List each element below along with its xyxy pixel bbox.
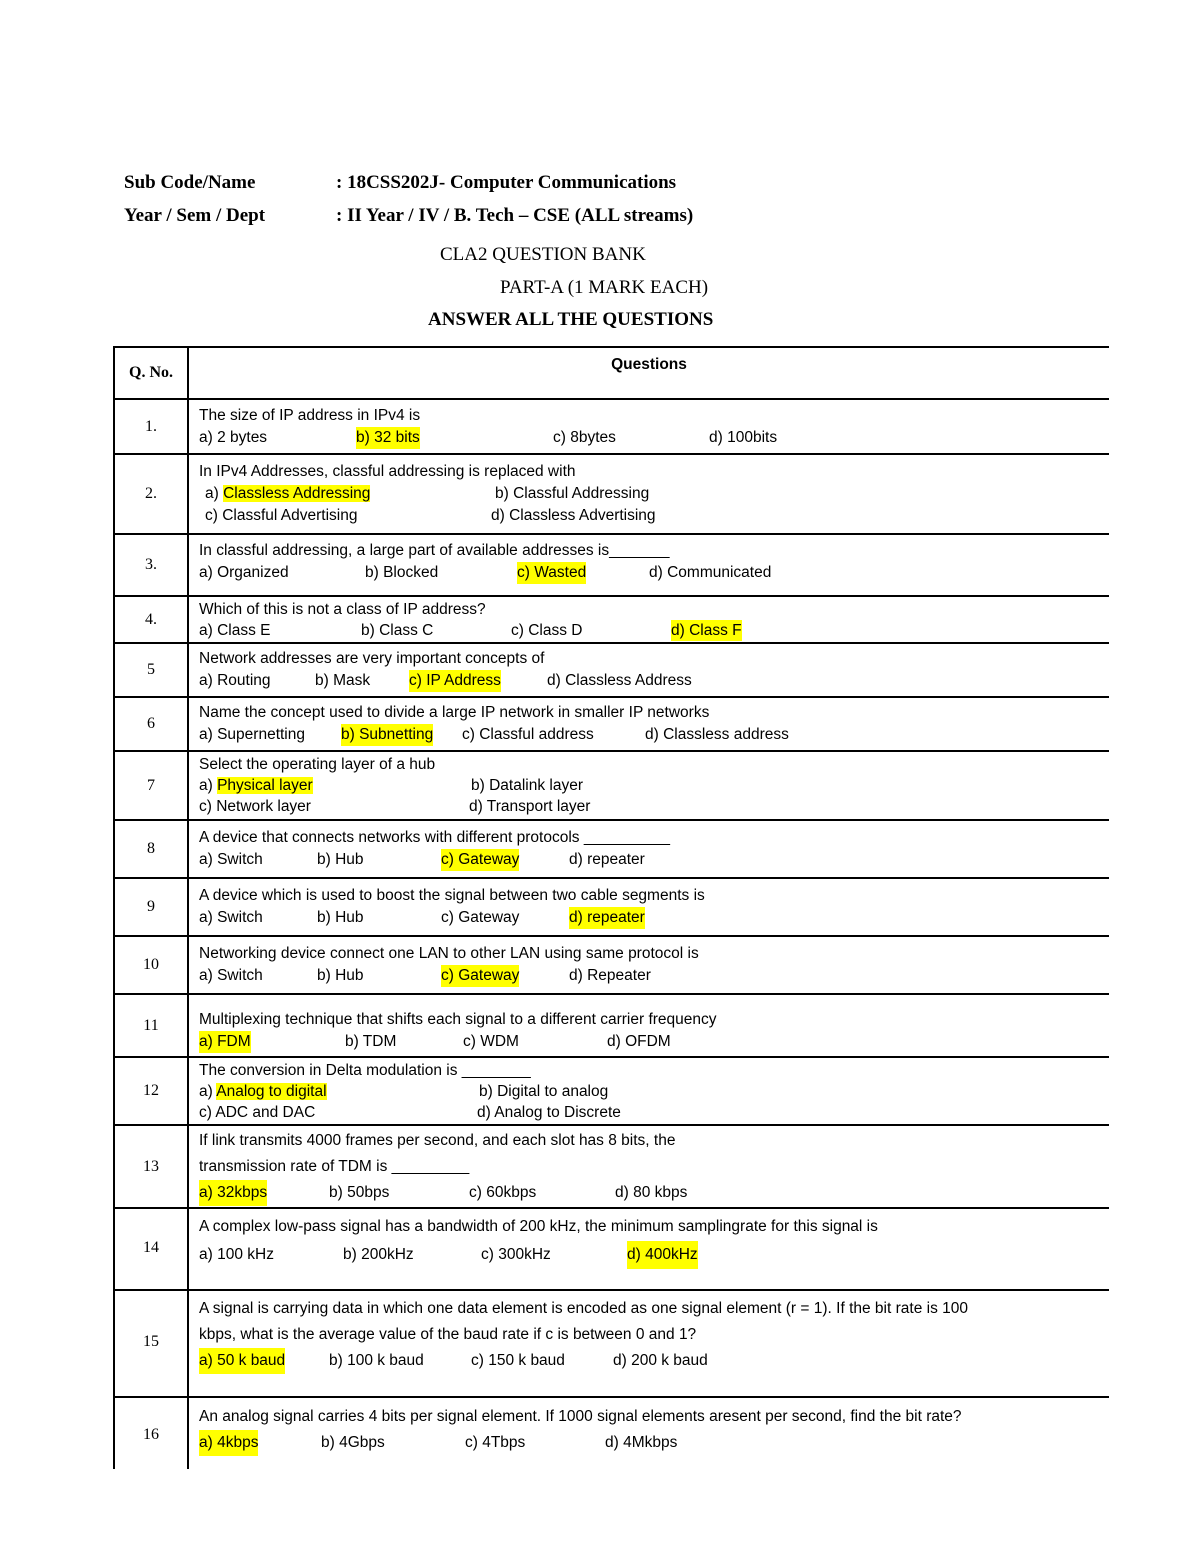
year-row	[124, 205, 693, 227]
question-number: 5	[114, 643, 188, 697]
options	[199, 1348, 1109, 1374]
question-stem: If link transmits 4000 frames per second, and each slot has 8 bits, the	[199, 1131, 676, 1149]
table-row	[114, 820, 1109, 878]
table-row	[114, 1125, 1109, 1208]
question-number: 15	[114, 1290, 188, 1397]
question-cell	[188, 878, 1109, 936]
option-a: a) Class E	[199, 621, 271, 639]
options	[199, 505, 1109, 527]
question-number: 16	[114, 1397, 188, 1469]
options	[199, 1180, 1109, 1206]
option-c-answer: c) Gateway	[441, 965, 519, 987]
option-c: c) 150 k baud	[471, 1352, 565, 1369]
options: a) Classless Addressing b) Classful Addressing	[199, 483, 1109, 505]
option-a: a) Switch	[199, 851, 263, 868]
option-d: d) Classless Address	[547, 672, 692, 689]
question-stem: Network addresses are very important concepts of	[199, 650, 545, 667]
question-cell	[188, 994, 1109, 1057]
year-value: : II Year / IV / B. Tech – CSE (ALL streams)	[336, 205, 694, 226]
option-d: d) repeater	[569, 851, 645, 868]
options	[199, 1430, 1109, 1456]
options	[199, 1102, 1109, 1123]
option-d-answer: d) 400kHz	[627, 1241, 698, 1269]
option-a: a) 2 bytes	[199, 428, 268, 446]
option-c: c) 60kbps	[469, 1183, 537, 1201]
question-stem: In classful addressing, a large part of available addresses is_______	[199, 542, 670, 559]
table-header-row	[114, 347, 1109, 399]
question-table	[113, 346, 1109, 1469]
option-a: a) Switch	[199, 967, 263, 984]
options	[199, 965, 1109, 987]
option-d: d) 100bits	[709, 428, 778, 446]
option-a-answer: a) FDM	[199, 1031, 251, 1053]
instruction-heading: ANSWER ALL THE QUESTIONS	[428, 309, 714, 330]
table-row	[114, 643, 1109, 697]
question-stem-continued: kbps, what is the average value of the baud rate if c is between 0 and 1?	[199, 1326, 697, 1343]
option-c: c) 8bytes	[553, 428, 616, 446]
option-b: b) 200kHz	[343, 1246, 414, 1263]
option-d: d) 4Mkbps	[605, 1434, 678, 1451]
option-b: b) Datalink layer	[471, 777, 583, 794]
question-number: 4.	[114, 596, 188, 643]
subject-value: : 18CSS202J- Computer Communications	[336, 172, 677, 193]
options	[199, 1031, 1109, 1053]
subject-row	[124, 172, 676, 194]
table-row	[114, 534, 1109, 596]
option-a-answer: a) 50 k baud	[199, 1348, 285, 1374]
options	[199, 620, 1109, 641]
options: a) Physical layer b) Datalink layer	[199, 777, 583, 794]
option-b-answer: b) Subnetting	[341, 724, 433, 746]
question-number: 12	[114, 1057, 188, 1125]
question-number: 2.	[114, 454, 188, 534]
option-d: d) Classless address	[645, 726, 789, 743]
question-cell	[188, 534, 1109, 596]
option-b: b) TDM	[345, 1032, 397, 1050]
question-stem: Networking device connect one LAN to other LAN using same protocol is	[199, 945, 699, 962]
question-stem: Name the concept used to divide a large IP network in smaller IP networks	[199, 704, 710, 721]
question-stem: A device which is used to boost the signal between two cable segments is	[199, 887, 705, 904]
table-row	[114, 1397, 1109, 1469]
options	[199, 427, 1109, 449]
option-b: b) Class C	[361, 621, 434, 639]
option-c: c) ADC and DAC	[199, 1103, 316, 1121]
question-cell	[188, 1290, 1109, 1397]
option-c: c) WDM	[463, 1032, 519, 1050]
option-c: c) Network layer	[199, 798, 311, 815]
option-d: d) 80 kbps	[615, 1183, 688, 1201]
table-row	[114, 751, 1109, 820]
option-c-answer: c) IP Address	[409, 670, 501, 692]
option-b: b) Mask	[315, 672, 371, 689]
option-b: b) Hub	[317, 967, 364, 984]
option-c: c) 4Tbps	[465, 1434, 526, 1451]
option-c: c) Classful Advertising	[205, 507, 358, 524]
option-b: b) Blocked	[365, 564, 439, 581]
table-row	[114, 878, 1109, 936]
option-b: b) Hub	[317, 909, 364, 926]
option-d: d) Analog to Discrete	[477, 1103, 621, 1121]
option-c: c) Classful address	[462, 726, 594, 743]
question-number: 10	[114, 936, 188, 994]
question-number: 14	[114, 1208, 188, 1290]
option-c: c) Gateway	[441, 909, 520, 926]
option-d: d) 200 k baud	[613, 1352, 708, 1369]
option-b: b) Classful Addressing	[495, 485, 650, 502]
table-row	[114, 697, 1109, 751]
option-d: d) Repeater	[569, 967, 651, 984]
option-c: c) Class D	[511, 621, 583, 639]
option-a-answer: a) 32kbps	[199, 1180, 267, 1206]
question-stem-continued: transmission rate of TDM is _________	[199, 1157, 470, 1175]
options	[199, 1241, 1109, 1269]
question-cell	[188, 1057, 1109, 1125]
question-number: 9	[114, 878, 188, 936]
table-row	[114, 1290, 1109, 1397]
question-stem: Select the operating layer of a hub	[199, 756, 436, 773]
option-b: b) Hub	[317, 851, 364, 868]
question-number: 3.	[114, 534, 188, 596]
options: a) Analog to digital b) Digital to analog	[199, 1082, 609, 1100]
option-d: d) Classless Advertising	[491, 507, 656, 524]
option-d: d) Communicated	[649, 564, 772, 581]
question-cell	[188, 820, 1109, 878]
option-d-answer: d) Class F	[671, 621, 742, 639]
part-heading: PART-A (1 MARK EACH)	[500, 277, 709, 298]
table-row	[114, 399, 1109, 454]
question-cell	[188, 643, 1109, 697]
option-b-answer: b) 32 bits	[356, 427, 420, 449]
option-b: b) 100 k baud	[329, 1352, 424, 1369]
question-number: 1.	[114, 399, 188, 454]
options	[199, 796, 1109, 817]
option-a-answer: Analog to digital	[216, 1082, 327, 1100]
qno-header: Q. No.	[114, 347, 188, 399]
question-cell	[188, 454, 1109, 534]
question-stem: An analog signal carries 4 bits per signal element. If 1000 signal elements aresent per second, find the bit rate?	[199, 1408, 962, 1425]
question-stem: In IPv4 Addresses, classful addressing is replaced with	[199, 463, 576, 480]
page-title: CLA2 QUESTION BANK	[440, 244, 646, 265]
options	[199, 849, 1109, 871]
option-a: a) 100 kHz	[199, 1246, 274, 1263]
question-number: 13	[114, 1125, 188, 1208]
table-row	[114, 994, 1109, 1057]
option-d: d) OFDM	[607, 1032, 671, 1050]
option-d-answer: d) repeater	[569, 907, 645, 929]
option-a: a) Supernetting	[199, 726, 305, 743]
option-b: b) Digital to analog	[479, 1082, 609, 1100]
question-stem: Multiplexing technique that shifts each signal to a different carrier frequency	[199, 1010, 717, 1028]
options	[199, 562, 1109, 590]
year-label: Year / Sem / Dept	[124, 205, 266, 226]
option-c-answer: c) Gateway	[441, 849, 519, 871]
question-stem: A complex low-pass signal has a bandwidth of 200 kHz, the minimum samplingrate for this signal is	[199, 1218, 878, 1235]
question-stem: The conversion in Delta modulation is ________	[199, 1061, 531, 1079]
question-number: 8	[114, 820, 188, 878]
questions-header: Questions	[188, 347, 1109, 399]
question-stem: A signal is carrying data in which one data element is encoded as one signal element (r = 1). If the bit rate is 100	[199, 1300, 968, 1317]
question-stem: A device that connects networks with different protocols __________	[199, 829, 671, 846]
table-row	[114, 454, 1109, 534]
table-row	[114, 936, 1109, 994]
question-number: 6	[114, 697, 188, 751]
option-d: d) Transport layer	[469, 798, 591, 815]
question-cell	[188, 399, 1109, 454]
table-row	[114, 596, 1109, 643]
option-c-answer: c) Wasted	[517, 562, 586, 584]
option-a: a) Switch	[199, 909, 263, 926]
options	[199, 670, 1109, 692]
subject-label: Sub Code/Name	[124, 172, 256, 193]
option-a-answer: Classless Addressing	[223, 485, 371, 502]
options	[199, 907, 1109, 929]
question-stem: The size of IP address in IPv4 is	[199, 406, 421, 424]
question-cell	[188, 1208, 1109, 1290]
table-row	[114, 1208, 1109, 1290]
question-cell	[188, 697, 1109, 751]
question-stem: Which of this is not a class of IP address?	[199, 600, 486, 618]
option-a: a) Organized	[199, 564, 289, 581]
option-a-answer: Physical layer	[217, 777, 313, 794]
table-row	[114, 1057, 1109, 1125]
question-cell	[188, 596, 1109, 643]
option-a: a) Routing	[199, 672, 271, 689]
option-b: b) 4Gbps	[321, 1434, 385, 1451]
option-a-answer: a) 4kbps	[199, 1430, 258, 1456]
question-cell	[188, 1125, 1109, 1208]
option-b: b) 50bps	[329, 1183, 390, 1201]
options	[199, 724, 1109, 746]
option-c: c) 300kHz	[481, 1246, 551, 1263]
question-cell	[188, 751, 1109, 820]
question-number: 11	[114, 994, 188, 1057]
question-number: 7	[114, 751, 188, 820]
question-cell	[188, 936, 1109, 994]
question-cell	[188, 1397, 1109, 1469]
